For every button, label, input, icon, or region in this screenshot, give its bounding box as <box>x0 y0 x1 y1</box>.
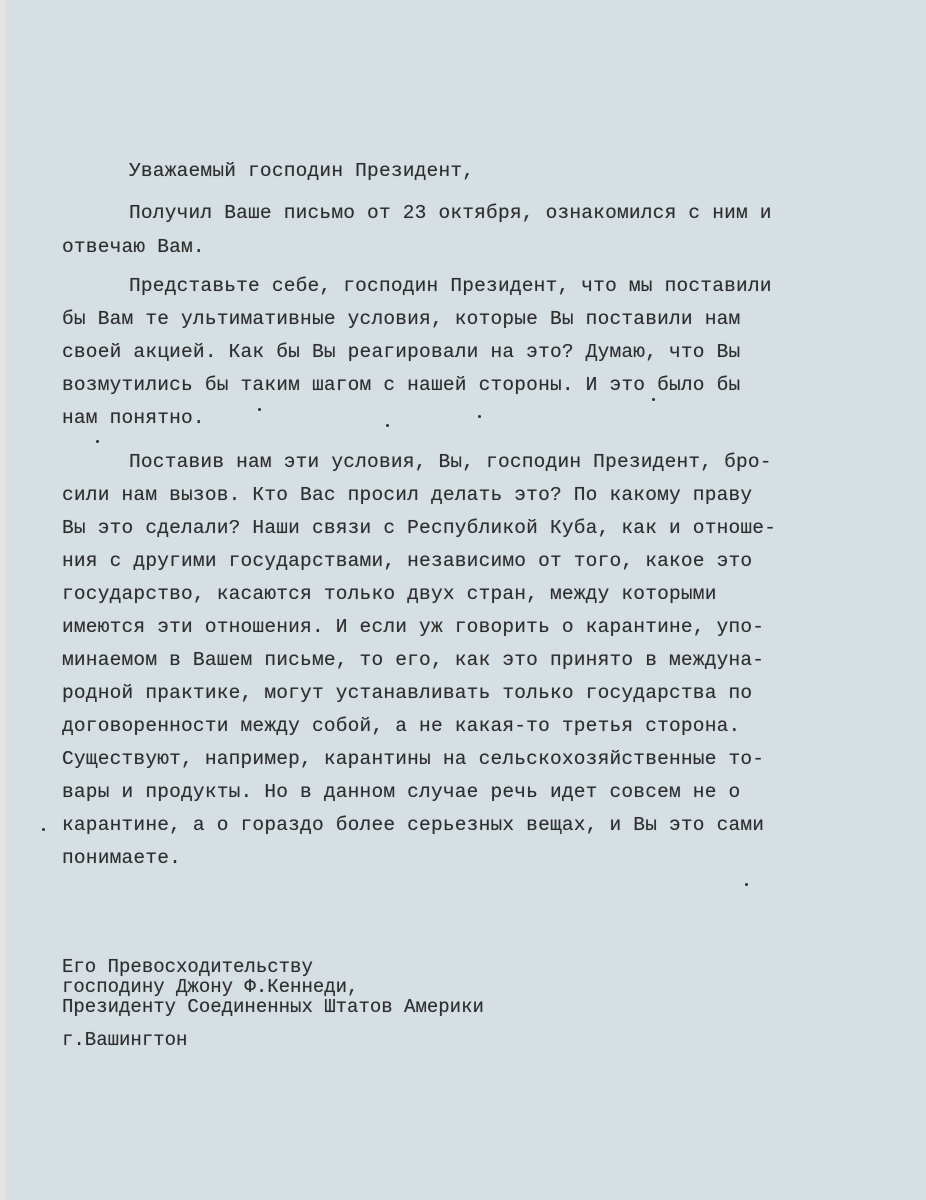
paragraph-2-line-2: бы Вам те ультимативные условия, которые Вы поставили нам <box>62 308 741 330</box>
paragraph-3-line-8: родной практике, могут устанавливать только государства по <box>62 682 753 704</box>
paragraph-1-line-1: Получил Ваше письмо от 23 октября, ознакомился с ним и <box>129 202 772 224</box>
salutation: Уважаемый господин Президент, <box>129 160 475 182</box>
scan-speck <box>258 408 261 411</box>
paper-edge <box>0 0 6 1200</box>
paragraph-3-line-9: договоренности между собой, а не какая-то третья сторона. <box>62 715 741 737</box>
paragraph-3-line-6: имеются эти отношения. И если уж говорить о карантине, упо- <box>62 616 765 638</box>
paragraph-3-line-3: Вы это сделали? Наши связи с Республикой Куба, как и отноше- <box>62 517 777 539</box>
paragraph-3-line-13: понимаете. <box>62 847 182 869</box>
paragraph-1-line-2: отвечаю Вам. <box>62 236 205 258</box>
scan-speck <box>386 424 389 427</box>
paragraph-2-line-5: нам понятно. <box>62 407 205 429</box>
paragraph-3-line-7: минаемом в Вашем письме, то его, как это принято в междуна- <box>62 649 765 671</box>
scan-speck <box>96 440 99 443</box>
paragraph-3-line-2: сили нам вызов. Кто Вас просил делать это? По какому праву <box>62 484 753 506</box>
scan-speck <box>42 828 45 831</box>
paragraph-3-line-12: карантине, а о гораздо более серьезных вещах, и Вы это сами <box>62 814 765 836</box>
paragraph-2-line-1: Представьте себе, господин Президент, что мы поставили <box>129 275 772 297</box>
paragraph-2-line-3: своей акцией. Как бы Вы реагировали на это? Думаю, что Вы <box>62 341 741 363</box>
addressee-line-1: Его Превосходительству <box>62 956 313 978</box>
addressee-line-2: господину Джону Ф.Кеннеди, <box>62 976 359 998</box>
paragraph-3-line-5: государство, касаются только двух стран, между которыми <box>62 583 717 605</box>
paragraph-3-line-11: вары и продукты. Но в данном случае речь идет совсем не о <box>62 781 741 803</box>
addressee-city: г.Вашингтон <box>62 1029 188 1051</box>
paragraph-2-line-4: возмутились бы таким шагом с нашей стороны. И это было бы <box>62 374 741 396</box>
paragraph-3-line-1: Поставив нам эти условия, Вы, господин Президент, бро- <box>129 451 772 473</box>
scan-speck <box>478 415 481 418</box>
scan-speck <box>652 398 655 401</box>
paragraph-3-line-10: Существуют, например, карантины на сельскохозяйственные то- <box>62 748 765 770</box>
addressee-line-3: Президенту Соединенных Штатов Америки <box>62 996 484 1018</box>
paragraph-3-line-4: ния с другими государствами, независимо от того, какое это <box>62 550 753 572</box>
scan-speck <box>745 883 748 886</box>
